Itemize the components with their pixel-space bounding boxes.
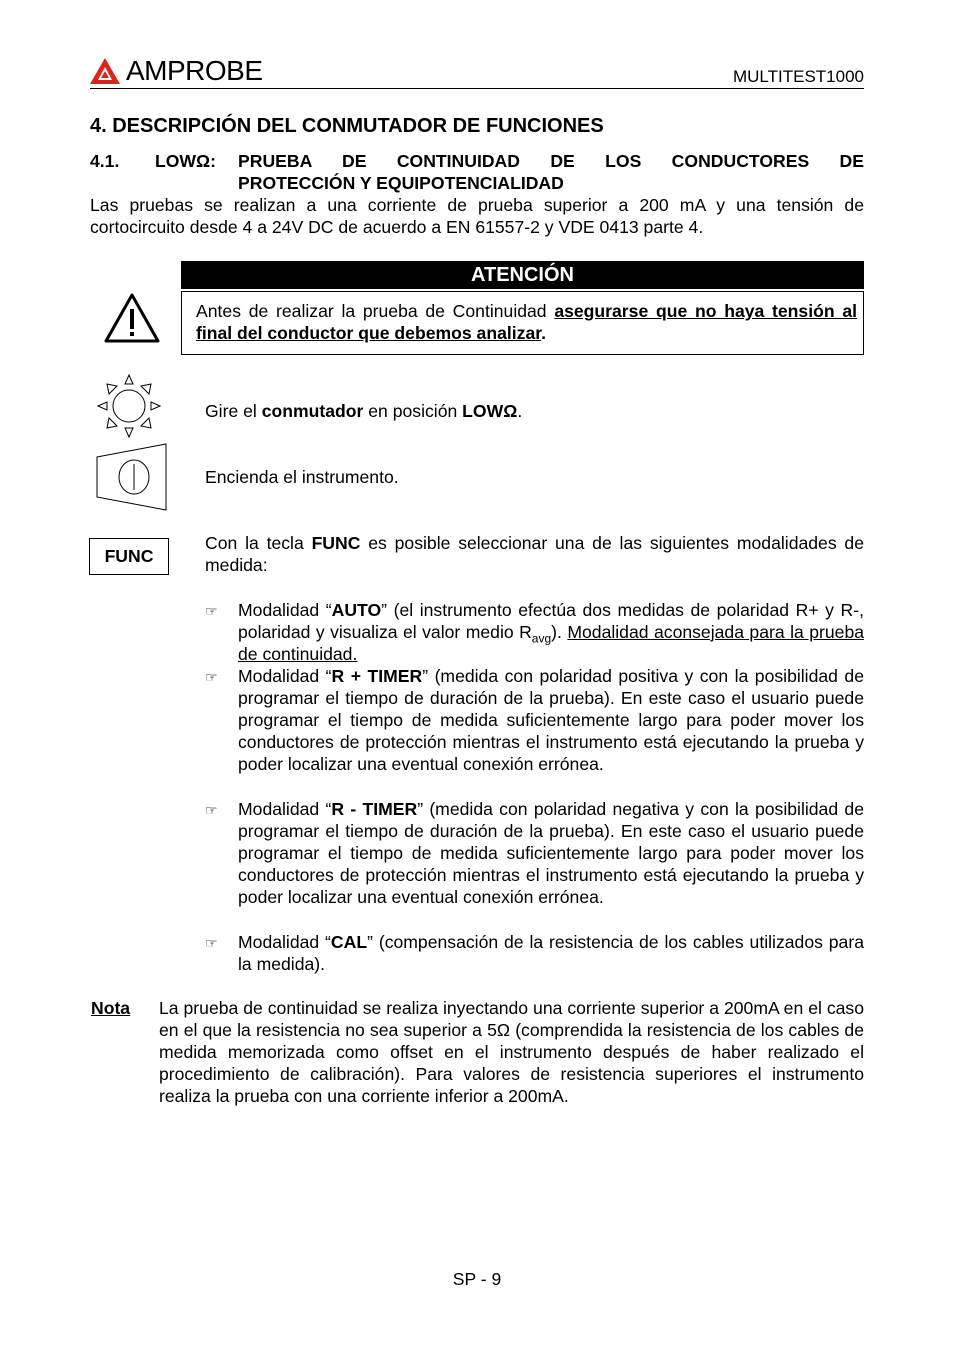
mode-cal-desc: ” (compensación de la resistencia de los cables utilizados para la medida). xyxy=(238,932,864,974)
mode-rplus-pre: Modalidad “ xyxy=(238,666,332,686)
note-text: La prueba de continuidad se realiza inyectando una corriente superior a 200mA en el caso en el que la resistencia no sea superior a 5Ω (comprendida la resistencia de los cables de medida memorizada como offset en el instrumento después de haber realizado el procedimiento de calibración). Para valores de resistencia superiores el instrumento realiza la prueba con una corriente inferior a 200mA. xyxy=(159,998,864,1106)
rotate-text-pre: Gire el xyxy=(205,401,262,421)
mode-cal-name: CAL xyxy=(330,932,368,952)
intro-paragraph: Las pruebas se realizan a una corriente de prueba superior a 200 mA y una tensión de cortocircuito desde 4 a 24V DC de acuerdo a EN 61557-2 y VDE 0413 parte 4. xyxy=(90,195,864,237)
warning-triangle-icon xyxy=(103,292,161,344)
warning-text xyxy=(196,300,857,344)
mode-rminus-name: R - TIMER xyxy=(331,799,418,819)
mode-rplus-desc: ” (medida con polaridad positiva y con la posibilidad de programar el tiempo de duración de la prueba). En este caso el usuario puede programar el tiempo de medida suficientemente largo para poder mover los conductores de protección mientras el instrumento está ejecutando la prueba y poder localizar una eventual conexión errónea. xyxy=(238,666,864,774)
subsection-title-line1: PRUEBA DE CONTINUIDAD DE LOS CONDUCTORES DE xyxy=(238,151,864,171)
power-button-icon xyxy=(96,443,168,511)
amprobe-logo xyxy=(90,56,263,86)
func-key: FUNC xyxy=(89,538,169,575)
model-name: MULTITEST1000 xyxy=(732,67,864,86)
subsection-number: 4.1. xyxy=(90,151,120,171)
pointing-hand-icon: ☞ xyxy=(205,935,218,951)
mode-cal-pre: Modalidad “ xyxy=(238,932,331,952)
mode-auto xyxy=(238,599,864,665)
pointing-hand-icon: ☞ xyxy=(205,603,218,619)
rotate-text-post: . xyxy=(517,401,523,421)
func-text-post: es posible seleccionar una de las siguientes modalidades de medida: xyxy=(205,533,865,575)
mode-auto-name: AUTO xyxy=(331,600,382,620)
func-text-pre: Con la tecla xyxy=(205,533,312,553)
warning-heading: ATENCIÓN xyxy=(181,261,864,289)
func-text-key: FUNC xyxy=(311,533,361,553)
subsection-title-line2: PROTECCIÓN Y EQUIPOTENCIALIDAD xyxy=(238,173,564,193)
mode-r-minus-timer xyxy=(238,798,864,908)
mode-cal xyxy=(238,931,864,975)
power-on-instruction: Encienda el instrumento. xyxy=(205,467,399,487)
mode-auto-desc: ” (el instrumento efectúa dos medidas de polaridad R+ y R-, polaridad y visualiza el valor medio R xyxy=(238,600,864,642)
rotate-text-mid: en posición xyxy=(363,401,463,421)
section-title: 4. DESCRIPCIÓN DEL CONMUTADOR DE FUNCIONES xyxy=(90,115,604,137)
pointing-hand-icon: ☞ xyxy=(205,669,218,685)
mode-auto-pre: Modalidad “ xyxy=(238,600,332,620)
rotate-text-switch: conmutador xyxy=(261,401,364,421)
mode-auto-recommendation: Modalidad aconsejada para la prueba de continuidad. xyxy=(238,622,865,664)
warning-text-post: . xyxy=(541,323,546,343)
warning-text-emphasis: asegurarse que no haya tensión al final del conductor que debemos analizar xyxy=(196,301,857,343)
warning-text-pre: Antes de realizar la prueba de Continuidad xyxy=(196,301,555,321)
pointing-hand-icon: ☞ xyxy=(205,802,218,818)
mode-auto-desc2: ). xyxy=(551,622,568,642)
note-label: Nota xyxy=(91,998,131,1018)
subsection-title xyxy=(238,150,864,194)
logo-text: AMPROBE xyxy=(126,55,263,86)
mode-rminus-desc: ” (medida con polaridad negativa y con la posibilidad de programar el tiempo de duración de la prueba). En este caso el usuario puede programar el tiempo de medida suficientemente largo para poder mover los conductores de protección mientras el instrumento está ejecutando la prueba y poder localizar una eventual conexión errónea. xyxy=(238,799,864,907)
subsection-function: LOWΩ: xyxy=(155,151,217,171)
page-number: SP - 9 xyxy=(452,1269,502,1289)
header-divider xyxy=(90,88,864,89)
mode-rplus-name: R + TIMER xyxy=(331,666,423,686)
func-instruction xyxy=(205,532,864,576)
rotate-text-position: LOWΩ xyxy=(462,401,518,421)
mode-r-plus-timer xyxy=(238,665,864,775)
rotary-switch-icon xyxy=(95,372,163,440)
mode-auto-subscript: avg xyxy=(531,631,552,646)
mode-rminus-pre: Modalidad “ xyxy=(238,799,332,819)
amprobe-triangle-logo-icon xyxy=(90,58,120,84)
rotate-switch-instruction xyxy=(205,400,522,422)
